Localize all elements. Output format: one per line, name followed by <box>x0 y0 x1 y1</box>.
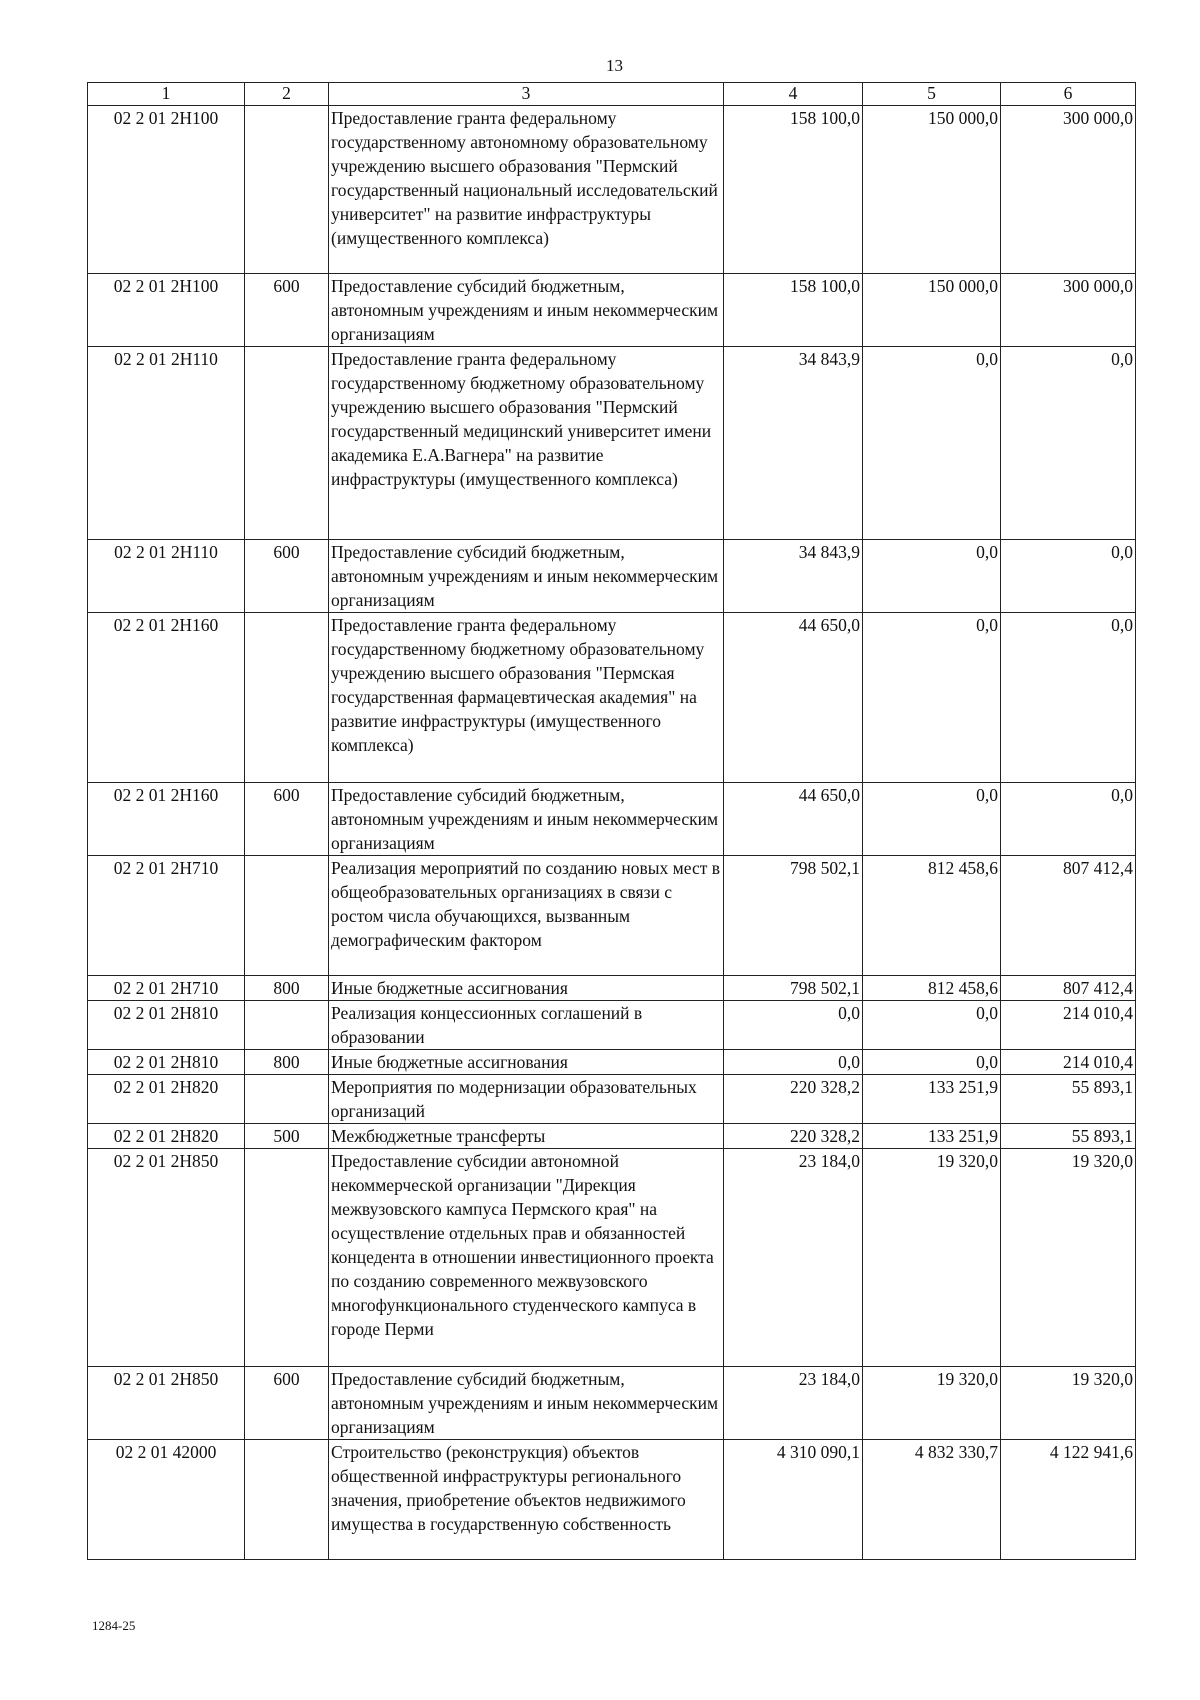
row-value-col4: 0,0 <box>724 1001 863 1050</box>
table-row <box>88 976 1136 1001</box>
row-value-col6: 0,0 <box>1001 613 1136 783</box>
row-value-col5: 133 251,9 <box>863 1075 1001 1124</box>
row-value-col6: 55 893,1 <box>1001 1124 1136 1149</box>
row-value-col5: 19 320,0 <box>863 1149 1001 1367</box>
row-value-col6: 300 000,0 <box>1001 274 1136 347</box>
table-row <box>88 106 1136 274</box>
row-code: 02 2 01 2Н810 <box>88 1050 245 1075</box>
table-row <box>88 1440 1136 1560</box>
row-value-col4: 798 502,1 <box>724 856 863 976</box>
column-header: 2 <box>245 83 329 106</box>
row-code: 02 2 01 2Н710 <box>88 976 245 1001</box>
row-value-col6: 4 122 941,6 <box>1001 1440 1136 1560</box>
column-header: 4 <box>724 83 863 106</box>
budget-table <box>87 82 1136 1560</box>
row-description: Иные бюджетные ассигнования <box>329 976 724 1001</box>
row-expense-type: 500 <box>245 1124 329 1149</box>
row-value-col6: 0,0 <box>1001 540 1136 613</box>
row-value-col4: 798 502,1 <box>724 976 863 1001</box>
row-expense-type <box>245 613 329 783</box>
row-value-col6: 55 893,1 <box>1001 1075 1136 1124</box>
row-description: Межбюджетные трансферты <box>329 1124 724 1149</box>
row-code: 02 2 01 2Н100 <box>88 106 245 274</box>
table-row <box>88 1124 1136 1149</box>
row-value-col5: 150 000,0 <box>863 106 1001 274</box>
row-description: Предоставление субсидий бюджетным, автономным учреждениям и иным некоммерческим организациям <box>329 1367 724 1440</box>
row-value-col6: 0,0 <box>1001 347 1136 540</box>
row-description: Предоставление субсидии автономной некоммерческой организации "Дирекция межвузовского кампуса Пермского края" на осуществление отдельных прав и обязанностей концедента в отношении инвестиционного проекта по созданию современного межвузовского многофункционального студенческого кампуса в городе Перми <box>329 1149 724 1367</box>
row-expense-type <box>245 347 329 540</box>
row-description: Мероприятия по модернизации образовательных организаций <box>329 1075 724 1124</box>
table-row <box>88 347 1136 540</box>
table-row <box>88 856 1136 976</box>
row-code: 02 2 01 2Н810 <box>88 1001 245 1050</box>
row-code: 02 2 01 2Н110 <box>88 540 245 613</box>
table-row <box>88 1050 1136 1075</box>
row-code: 02 2 01 2Н110 <box>88 347 245 540</box>
row-value-col5: 0,0 <box>863 347 1001 540</box>
row-code: 02 2 01 2Н160 <box>88 783 245 856</box>
table-row <box>88 1149 1136 1367</box>
table-row <box>88 274 1136 347</box>
row-value-col5: 19 320,0 <box>863 1367 1001 1440</box>
row-code: 02 2 01 2Н710 <box>88 856 245 976</box>
row-value-col4: 158 100,0 <box>724 274 863 347</box>
row-value-col6: 300 000,0 <box>1001 106 1136 274</box>
column-header: 1 <box>88 83 245 106</box>
row-value-col6: 807 412,4 <box>1001 976 1136 1001</box>
row-description: Предоставление гранта федеральному государственному бюджетному образовательному учреждению высшего образования "Пермская государственная фармацевтическая академия" на развитие инфраструктуры (имущественного комплекса) <box>329 613 724 783</box>
row-code: 02 2 01 2Н820 <box>88 1075 245 1124</box>
row-value-col5: 0,0 <box>863 783 1001 856</box>
row-value-col4: 23 184,0 <box>724 1149 863 1367</box>
row-value-col5: 133 251,9 <box>863 1124 1001 1149</box>
row-code: 02 2 01 2Н820 <box>88 1124 245 1149</box>
row-value-col4: 23 184,0 <box>724 1367 863 1440</box>
row-value-col5: 0,0 <box>863 1001 1001 1050</box>
row-expense-type <box>245 106 329 274</box>
row-code: 02 2 01 2Н850 <box>88 1149 245 1367</box>
row-expense-type <box>245 856 329 976</box>
row-code: 02 2 01 2Н100 <box>88 274 245 347</box>
row-expense-type <box>245 1149 329 1367</box>
row-value-col5: 150 000,0 <box>863 274 1001 347</box>
table-row <box>88 613 1136 783</box>
column-header: 3 <box>329 83 724 106</box>
page-number: 13 <box>606 56 623 75</box>
row-description: Предоставление субсидий бюджетным, автономным учреждениям и иным некоммерческим организациям <box>329 274 724 347</box>
row-value-col6: 214 010,4 <box>1001 1050 1136 1075</box>
row-description: Строительство (реконструкция) объектов общественной инфраструктуры регионального значения, приобретение объектов недвижимого имущества в государственную собственность <box>329 1440 724 1560</box>
table-row <box>88 1001 1136 1050</box>
row-code: 02 2 01 2Н850 <box>88 1367 245 1440</box>
row-value-col5: 0,0 <box>863 1050 1001 1075</box>
row-value-col5: 0,0 <box>863 540 1001 613</box>
row-expense-type: 600 <box>245 540 329 613</box>
row-description: Реализация концессионных соглашений в образовании <box>329 1001 724 1050</box>
row-expense-type <box>245 1075 329 1124</box>
row-value-col5: 812 458,6 <box>863 856 1001 976</box>
table-row <box>88 1075 1136 1124</box>
table-row <box>88 540 1136 613</box>
row-expense-type: 800 <box>245 1050 329 1075</box>
column-header: 5 <box>863 83 1001 106</box>
row-value-col6: 0,0 <box>1001 783 1136 856</box>
row-value-col4: 158 100,0 <box>724 106 863 274</box>
row-value-col4: 0,0 <box>724 1050 863 1075</box>
row-expense-type: 800 <box>245 976 329 1001</box>
row-description: Предоставление субсидий бюджетным, автономным учреждениям и иным некоммерческим организациям <box>329 783 724 856</box>
row-value-col4: 220 328,2 <box>724 1075 863 1124</box>
row-expense-type: 600 <box>245 274 329 347</box>
row-description: Иные бюджетные ассигнования <box>329 1050 724 1075</box>
row-expense-type: 600 <box>245 783 329 856</box>
row-value-col4: 34 843,9 <box>724 540 863 613</box>
row-value-col4: 44 650,0 <box>724 613 863 783</box>
row-value-col6: 19 320,0 <box>1001 1367 1136 1440</box>
document-code: 1284-25 <box>92 1618 136 1633</box>
row-code: 02 2 01 2Н160 <box>88 613 245 783</box>
table-header-row <box>88 83 1136 106</box>
row-value-col6: 807 412,4 <box>1001 856 1136 976</box>
row-expense-type <box>245 1001 329 1050</box>
table-row <box>88 783 1136 856</box>
row-description: Реализация мероприятий по созданию новых мест в общеобразовательных организациях в связи с ростом числа обучающихся, вызванным демографическим фактором <box>329 856 724 976</box>
row-value-col5: 0,0 <box>863 613 1001 783</box>
row-description: Предоставление гранта федеральному государственному бюджетному образовательному учреждению высшего образования "Пермский государственный медицинский университет имени академика Е.А.Вагнера" на развитие инфраструктуры (имущественного комплекса) <box>329 347 724 540</box>
row-expense-type <box>245 1440 329 1560</box>
row-description: Предоставление гранта федеральному государственному автономному образовательному учреждению высшего образования "Пермский государственный национальный исследовательский университет" на развитие инфраструктуры (имущественного комплекса) <box>329 106 724 274</box>
row-value-col5: 812 458,6 <box>863 976 1001 1001</box>
row-value-col6: 19 320,0 <box>1001 1149 1136 1367</box>
row-code: 02 2 01 42000 <box>88 1440 245 1560</box>
table-row <box>88 1367 1136 1440</box>
row-value-col6: 214 010,4 <box>1001 1001 1136 1050</box>
column-header: 6 <box>1001 83 1136 106</box>
row-value-col4: 44 650,0 <box>724 783 863 856</box>
row-value-col4: 220 328,2 <box>724 1124 863 1149</box>
row-value-col5: 4 832 330,7 <box>863 1440 1001 1560</box>
row-description: Предоставление субсидий бюджетным, автономным учреждениям и иным некоммерческим организациям <box>329 540 724 613</box>
row-value-col4: 34 843,9 <box>724 347 863 540</box>
row-value-col4: 4 310 090,1 <box>724 1440 863 1560</box>
row-expense-type: 600 <box>245 1367 329 1440</box>
